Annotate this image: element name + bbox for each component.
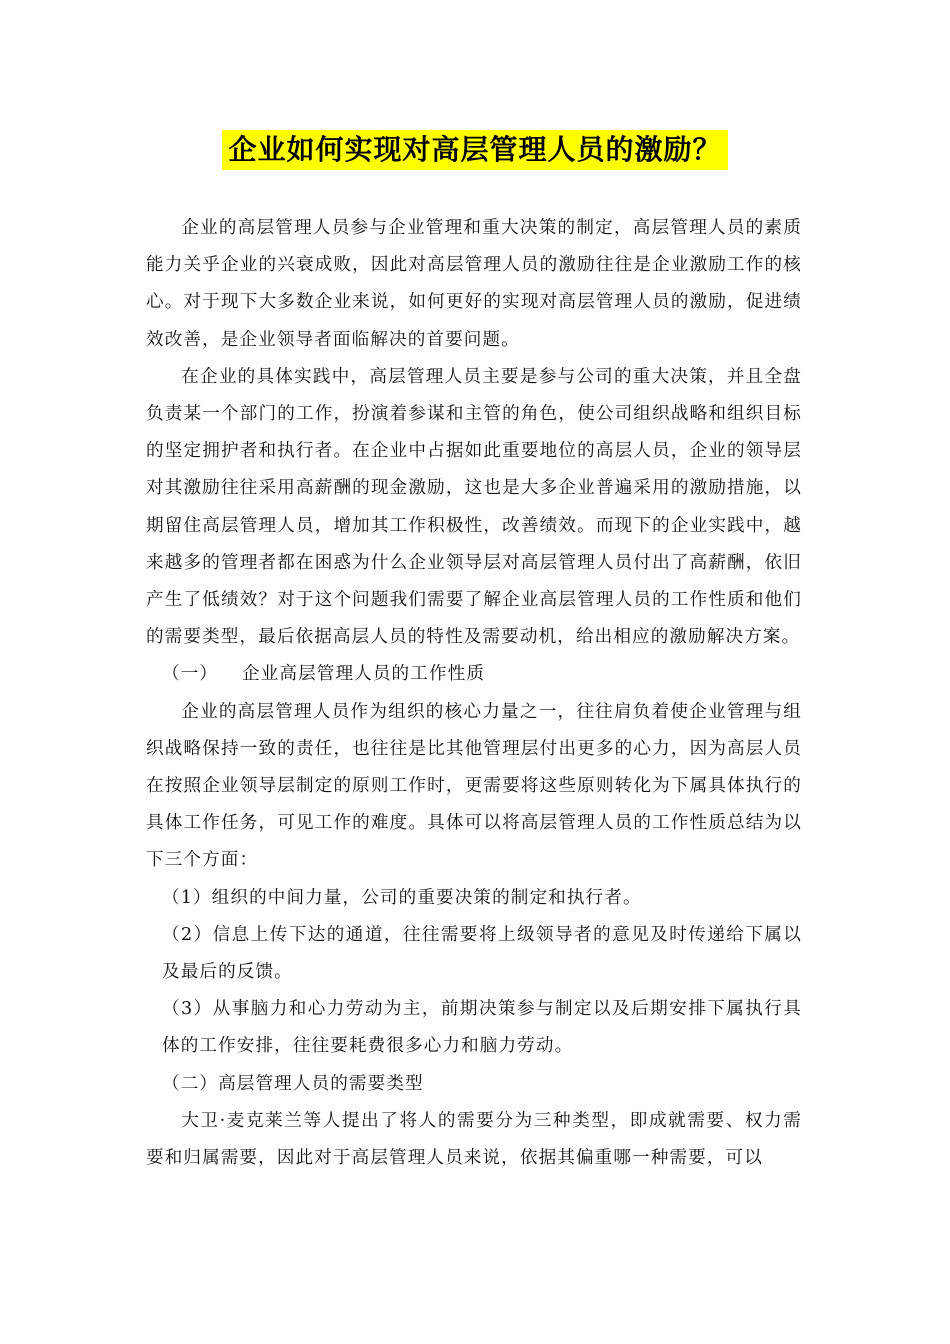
list-item-1: （1）组织的中间力量，公司的重要决策的制定和执行者。 — [162, 887, 642, 908]
section-heading-2: （二）高层管理人员的需要类型 — [162, 1073, 424, 1094]
list-item-2: （2）信息上传下达的通道，往往需要将上级领导者的意见及时传递给下属以及最后的反馈。 — [162, 924, 802, 983]
page-title: 企业如何实现对高层管理人员的激励？ — [222, 130, 727, 170]
paragraph-work-nature: 企业的高层管理人员作为组织的核心力量之一，往往肩负着使企业管理与组织战略保持一致的责任，也往往是比其他管理层付出更多的心力，因为高层人员在按照企业领导层制定的原则工作时，更需要将这些原则转化为下属具体执行的具体工作任务，可见工作的难度。具体可以将高层管理人员的工作性质总结为以下三个方面： — [146, 701, 802, 871]
document-body — [146, 210, 802, 1177]
paragraph-intro: 企业的高层管理人员参与企业管理和重大决策的制定，高层管理人员的素质能力关乎企业的兴衰成败，因此对高层管理人员的激励往往是企业激励工作的核心。对于现下大多数企业来说，如何更好的实现对高层管理人员的激励，促进绩效改善，是企业领导者面临解决的首要问题。 — [146, 218, 802, 350]
paragraph-practice: 在企业的具体实践中，高层管理人员主要是参与公司的重大决策，并且全盘负责某一个部门的工作，扮演着参谋和主管的角色，使公司组织战略和组织目标的坚定拥护者和执行者。在企业中占据如此重要地位的高层人员，企业的领导层对其激励往往采用高薪酬的现金激励，这也是大多企业普遍采用的激励措施，以期留住高层管理人员，增加其工作积极性，改善绩效。而现下的企业实践中，越来越多的管理者都在困惑为什么企业领导层对高层管理人员付出了高薪酬，依旧产生了低绩效？对于这个问题我们需要了解企业高层管理人员的工作性质和他们的需要类型，最后依据高层人员的特性及需要动机，给出相应的激励解决方案。 — [146, 366, 802, 648]
paragraph-needs: 大卫·麦克莱兰等人提出了将人的需要分为三种类型，即成就需要、权力需要和归属需要，因此对于高层管理人员来说，依据其偏重哪一种需要，可以 — [146, 1110, 802, 1169]
section-heading-1-text: 企业高层管理人员的工作性质 — [242, 664, 486, 685]
title-block — [0, 130, 950, 170]
section-heading-1-number: （一） — [162, 664, 219, 685]
section-heading-1 — [146, 656, 802, 693]
list-item-3: （3）从事脑力和心力劳动为主，前期决策参与制定以及后期安排下属执行具体的工作安排，往往要耗费很多心力和脑力劳动。 — [162, 999, 802, 1057]
